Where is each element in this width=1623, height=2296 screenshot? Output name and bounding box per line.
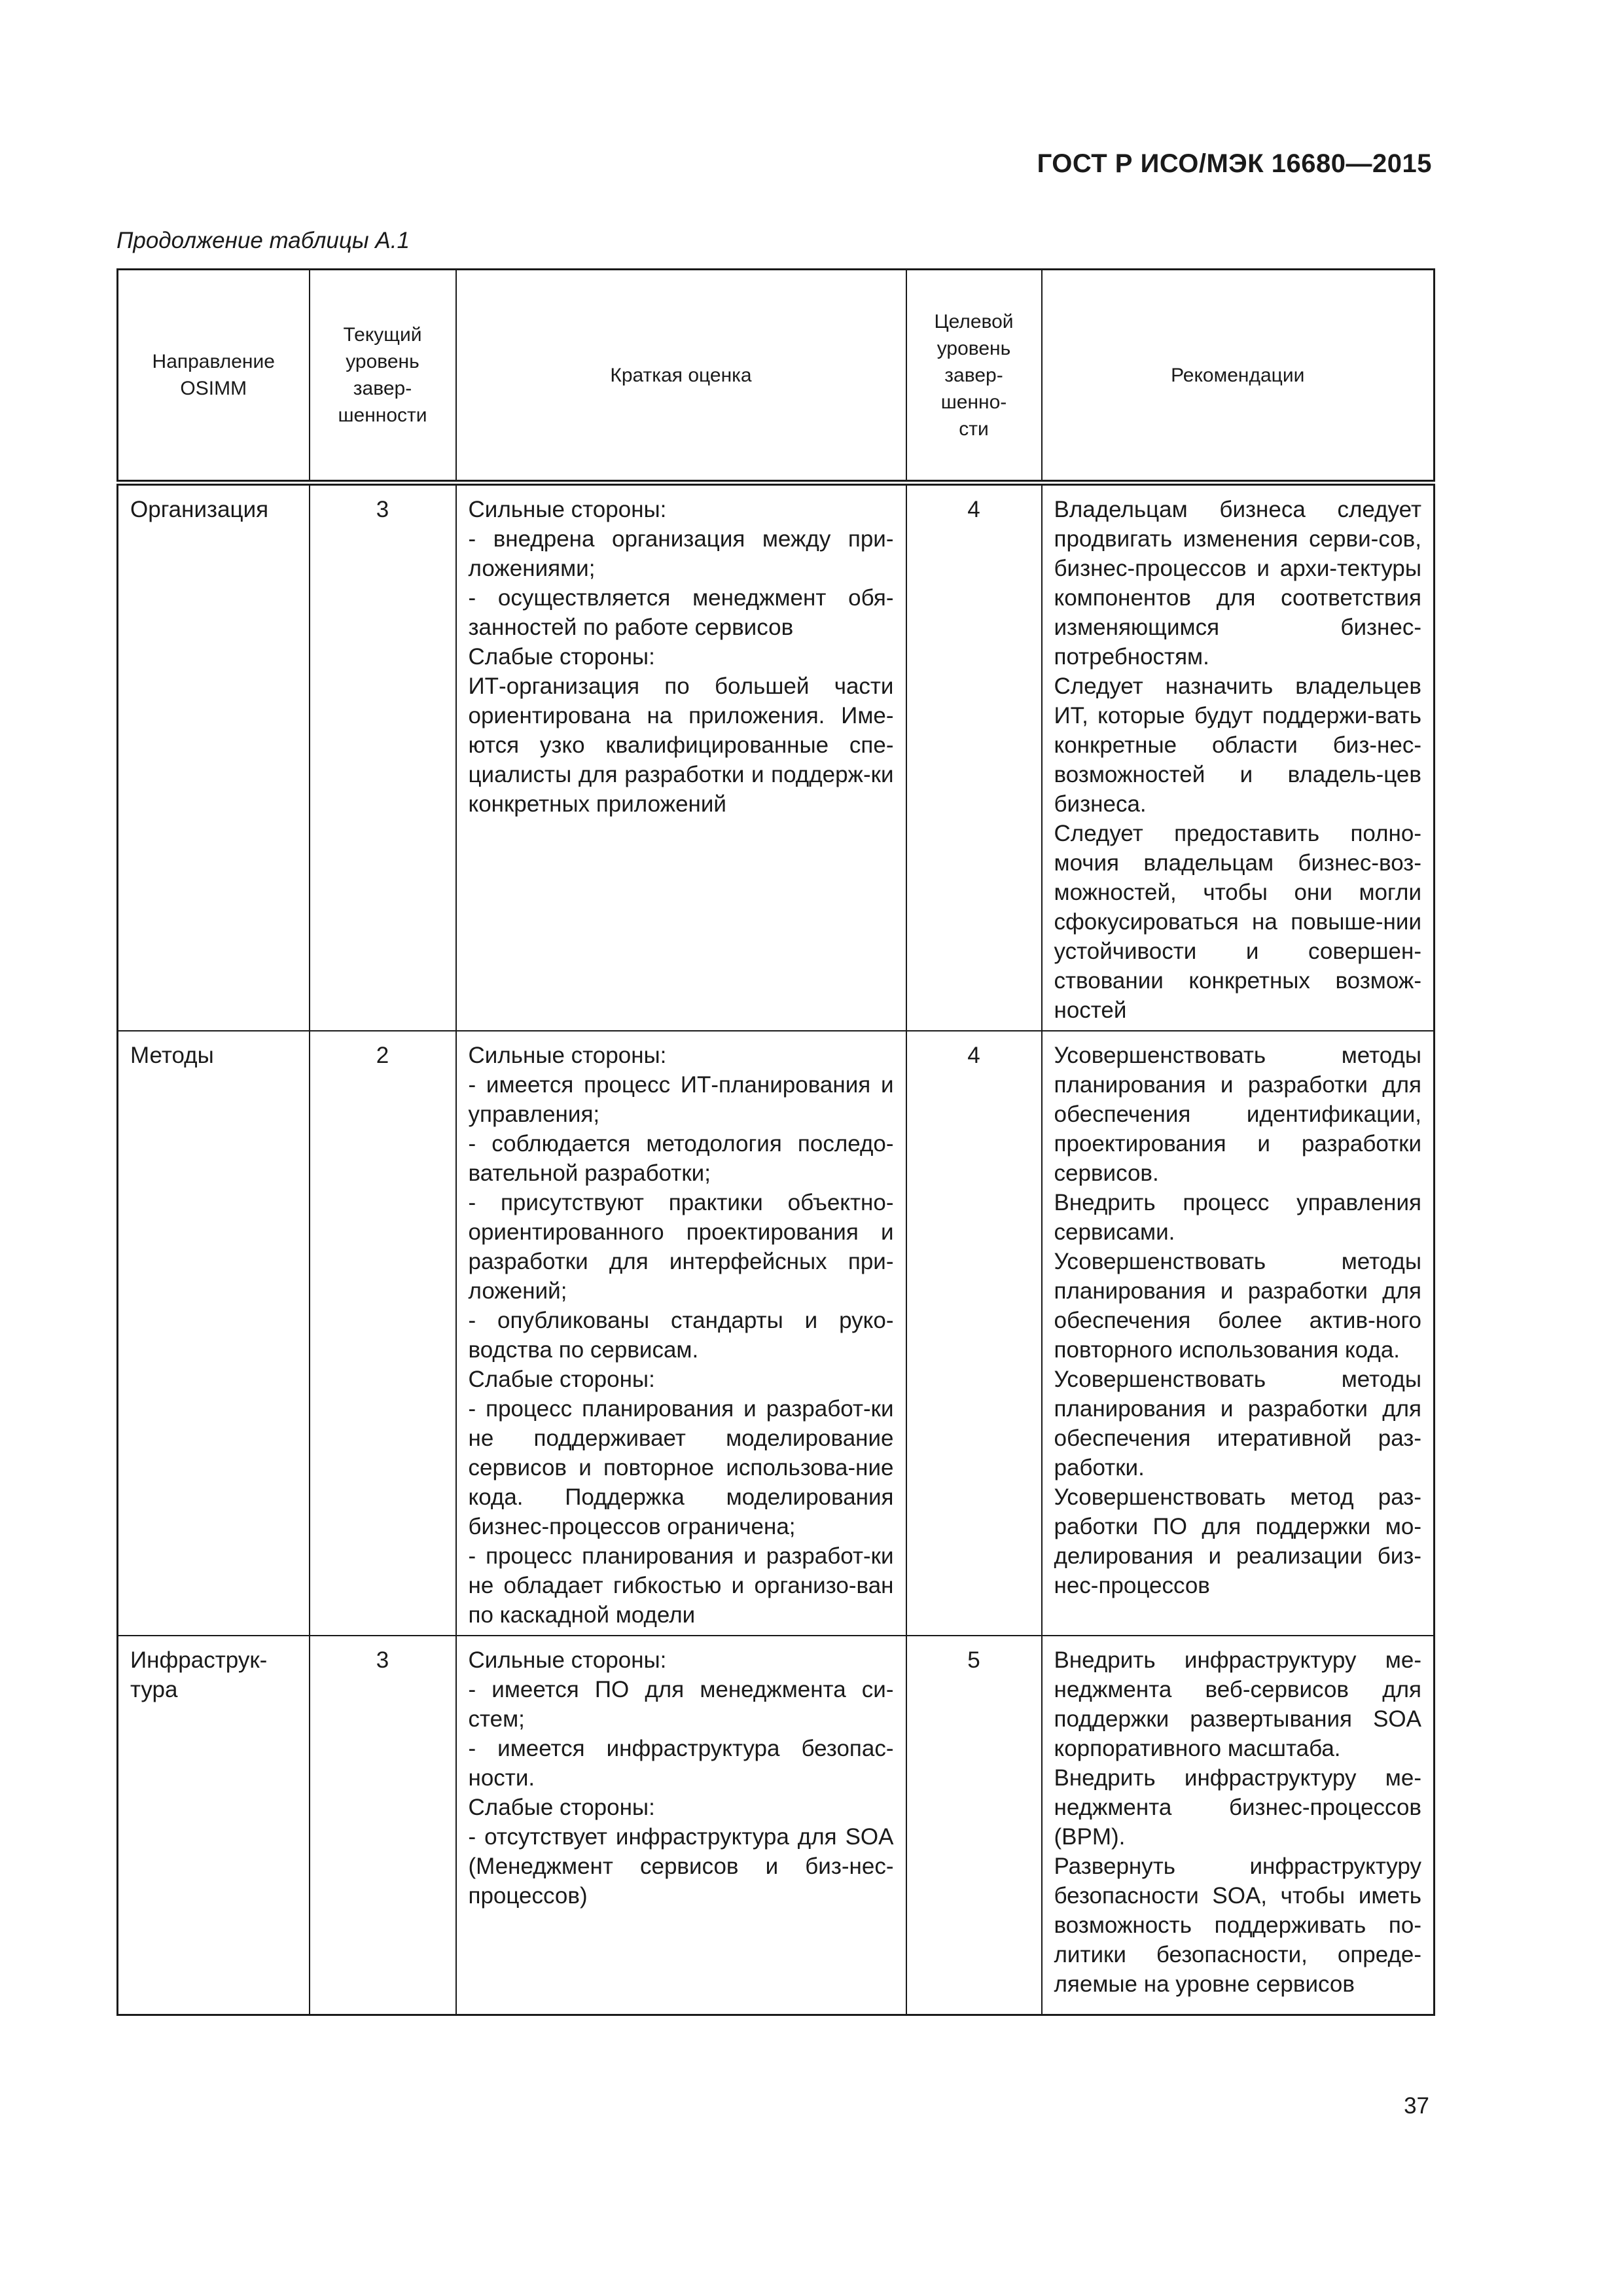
- cell-target-level: 4: [906, 1031, 1042, 1636]
- cell-direction: Организация: [118, 483, 310, 1031]
- cell-target-level: 4: [906, 483, 1042, 1031]
- column-header-target-level: Целевой уровень завер- шенно- сти: [906, 270, 1042, 483]
- column-header-current-level: Текущий уровень завер- шенности: [310, 270, 456, 483]
- page-number: 37: [1404, 2093, 1429, 2119]
- table-container: [116, 268, 1433, 2004]
- column-header-assessment: Краткая оценка: [456, 270, 906, 483]
- cell-recommendations: Внедрить инфраструктуру ме-неджмента веб-сервисов для поддержки развертывания SOA корпоративного масштаба. Внедрить инфраструктуру ме-неджмента бизнес-процессов (BPM). Развернуть инфраструктуру безопасности SOA, чтобы иметь возможность поддерживать по-литики безопасности, опреде-ляемые на уровне сервисов: [1042, 1636, 1435, 2015]
- cell-assessment: Сильные стороны: - внедрена организация между при-ложениями; - осуществляется менеджмент обя-занностей по работе сервисов Слабые стороны: ИТ-организация по большей части ориентирована на приложения. Име-ются узко квалифицированные спе-циалисты для разработки и поддерж-ки конкретных приложений: [456, 483, 906, 1031]
- cell-recommendations: Усовершенствовать методы планирования и разработки для обеспечения идентификации, проектирования и разработки сервисов. Внедрить процесс управления сервисами. Усовершенствовать методы планирования и разработки для обеспечения более актив-ного повторного использования кода. Усовершенствовать методы планирования и разработки для обеспечения итеративной раз-работки. Усовершенствовать метод раз-работки ПО для поддержки мо-делирования и реализации биз-нес-процессов: [1042, 1031, 1435, 1636]
- cell-current-level: 3: [310, 483, 456, 1031]
- table-header-row: [118, 270, 1435, 483]
- osimm-assessment-table: [116, 268, 1435, 2016]
- table-row: [118, 483, 1435, 1031]
- cell-recommendations: Владельцам бизнеса следует продвигать изменения серви-сов, бизнес-процессов и архи-тектуры компонентов для соответствия изменяющимся бизнес-потребностям. Следует назначить владельцев ИТ, которые будут поддержи-вать конкретные области биз-нес-возможностей и владель-цев бизнеса. Следует предоставить полно-мочия владельцам бизнес-воз-можностей, чтобы они могли сфокусироваться на повыше-нии устойчивости и совершен-ствовании конкретных возмож-ностей: [1042, 483, 1435, 1031]
- cell-assessment: Сильные стороны: - имеется ПО для менеджмента си-стем; - имеется инфраструктура безопас-ности. Слабые стороны: - отсутствует инфраструктура для SOA (Менеджмент сервисов и биз-нес-процессов): [456, 1636, 906, 2015]
- cell-assessment: Сильные стороны: - имеется процесс ИТ-планирования и управления; - соблюдается методология последо-вательной разработки; - присутствуют практики объектно-ориентированного проектирования и разработки для интерфейсных при-ложений; - опубликованы стандарты и руко-водства по сервисам. Слабые стороны: - процесс планирования и разработ-ки не поддерживает моделирование сервисов и повторное использова-ние кода. Поддержка моделирования бизнес-процессов ограничена; - процесс планирования и разработ-ки не обладает гибкостью и организо-ван по каскадной модели: [456, 1031, 906, 1636]
- cell-current-level: 2: [310, 1031, 456, 1636]
- cell-current-level: 3: [310, 1636, 456, 2015]
- cell-direction: Методы: [118, 1031, 310, 1636]
- column-header-recommendations: Рекомендации: [1042, 270, 1435, 483]
- column-header-direction: Направление OSIMM: [118, 270, 310, 483]
- table-row: [118, 1031, 1435, 1636]
- cell-target-level: 5: [906, 1636, 1042, 2015]
- cell-direction: Инфраструк- тура: [118, 1636, 310, 2015]
- document-designation: ГОСТ Р ИСО/МЭК 16680—2015: [1037, 149, 1432, 178]
- table-continuation-caption: Продолжение таблицы А.1: [116, 228, 410, 253]
- table-row: [118, 1636, 1435, 2015]
